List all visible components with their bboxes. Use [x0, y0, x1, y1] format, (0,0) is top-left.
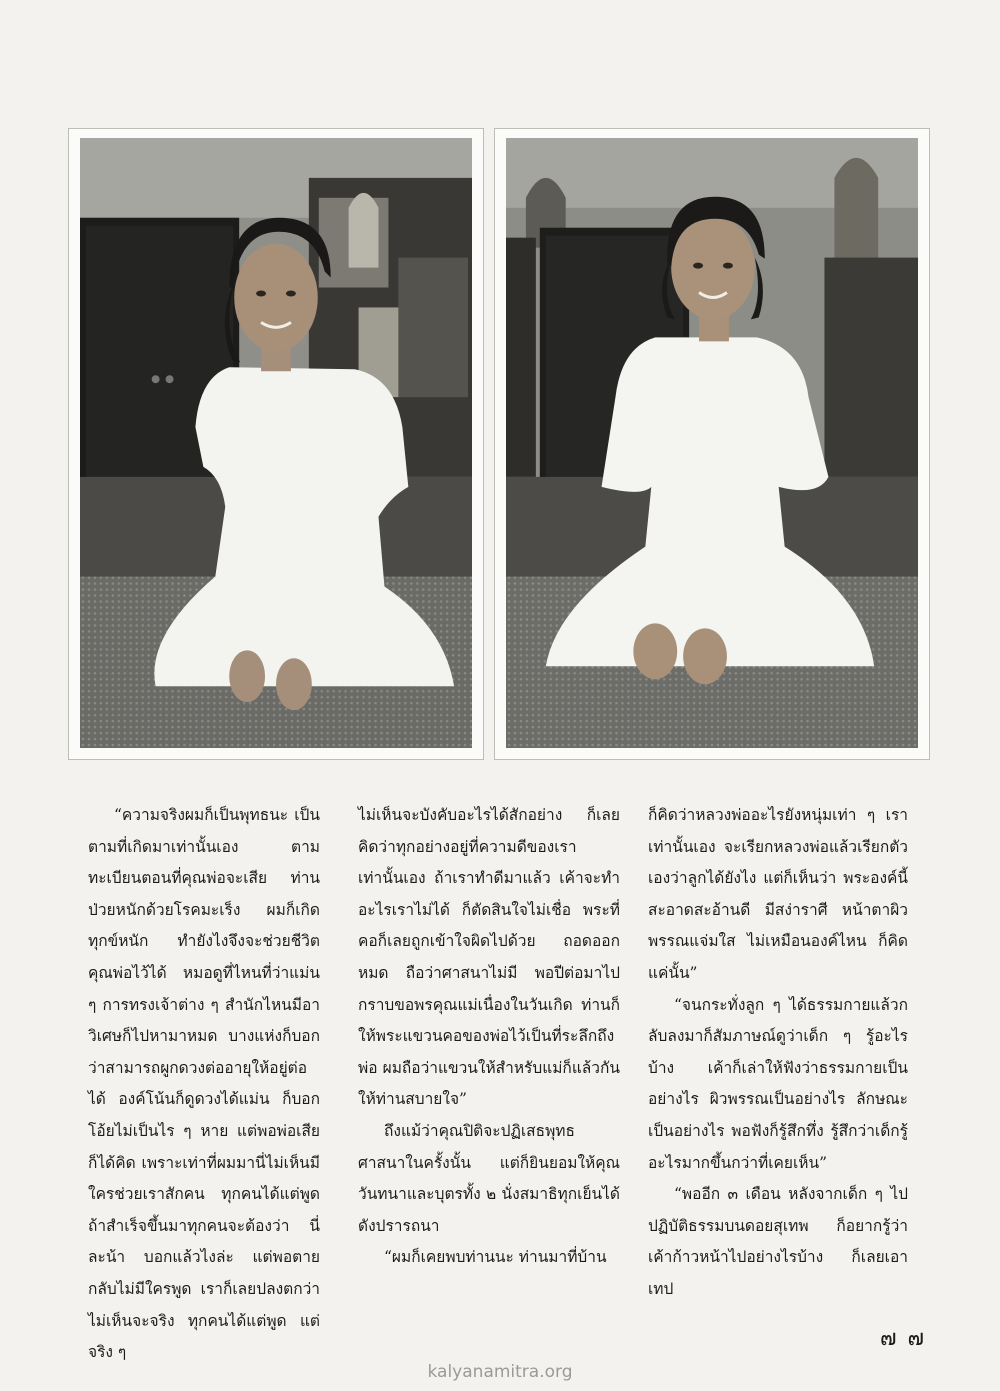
page-number: ๗ ๗	[880, 1326, 927, 1351]
paragraph: ก็คิดว่าหลวงพ่ออะไรยังหนุ่มเท่า ๆ เราเท่านั้นเอง จะเรียกหลวงพ่อแล้วเรียกตัวเองว่าลูกได้ยังไง แต่ก็เห็นว่า พระองค์นี้สะอาดสะอ้านดี มีสง่าราศี หน้าตาผิวพรรณแจ่มใส ไม่เหมือนองค์ไหน ก็คิดแค่นั้น”	[648, 806, 908, 982]
paragraph: “จนกระทั่งลูก ๆ ได้ธรรมกายแล้วกลับลงมาก็สัมภาษณ์ดูว่าเด็ก ๆ รู้อะไรบ้าง เค้าก็เล่าให้ฟังว่าธรรมกายเป็นอย่างไร ผิวพรรณเป็นอย่างไร ลักษณะเป็นอย่างไร พอฟังก็รู้สึกทึ่ง รู้สึกว่าเด็กรู้อะไรมากขึ้นกว่าที่เคยเห็น”	[648, 995, 908, 1172]
paragraph: ถึงแม้ว่าคุณปิติจะปฏิเสธพุทธศาสนาในครั้งนั้น แต่ก็ยินยอมให้คุณวันทนาและบุตรทั้ง ๒ นั่งสมาธิทุกเย็นได้ดังปรารถนา	[358, 1121, 620, 1235]
paragraph: ไม่เห็นจะบังคับอะไรได้สักอย่าง ก็เลยคิดว่าทุกอย่างอยู่ที่ความดีของเราเท่านั้นเอง ถ้าเราทำดีมาแล้ว เค้าจะทำอะไรเราไม่ได้ ก็ตัดสินใจไม่เชื่อ พระที่คอก็เลยถูกเข้าใจผิดไปด้วย ถอดออกหมด ถือว่าศาสนาไม่มี พอปีต่อมาไปกราบขอพรคุณแม่เนื่องในวันเกิด ท่านก็ให้พระแขวนคอของพ่อไว้เป็นที่ระลึกถึงพ่อ ผมถือว่าแขวนให้สำหรับแม่ก็แล้วกัน ให้ท่านสบายใจ”	[358, 806, 620, 1109]
text-column-2	[358, 800, 620, 1274]
left-photo	[68, 128, 484, 760]
text-column-1	[88, 800, 320, 1369]
paragraph: “ผมก็เคยพบท่านนะ ท่านมาที่บ้าน	[384, 1248, 607, 1267]
right-photo	[494, 128, 930, 760]
watermark: kalyanamitra.org	[427, 1362, 573, 1382]
paragraph: “พออีก ๓ เดือน หลังจากเด็ก ๆ ไปปฏิบัติธรรมบนดอยสุเทพ ก็อยากรู้ว่าเค้าก้าวหน้าไปอย่างไรบ้าง ก็เลยเอาเทป	[648, 1185, 908, 1298]
left-portrait-image	[80, 138, 472, 748]
right-portrait-image	[506, 138, 918, 748]
text-column-3	[648, 800, 908, 1306]
paragraph: “ความจริงผมก็เป็นพุทธนะ เป็นตามที่เกิดมาเท่านั้นเอง ตามทะเบียนตอนที่คุณพ่อจะเสีย ท่านป่วยหนักด้วยโรคมะเร็ง ผมก็เกิดทุกข์หนัก ทำยังไงจึงจะช่วยชีวิตคุณพ่อไว้ได้ หมอดูที่ไหนที่ว่าแม่น ๆ การทรงเจ้าต่าง ๆ สำนักไหนมีอาวิเศษก็ไปหามาหมด บางแห่งก็บอกว่าสามารถผูกดวงต่ออายุให้อยู่ต่อได้ องค์โน้นก็ดูดวงได้แม่น ก็บอกโอ้ยไม่เป็นไร ๆ หาย แต่พอพ่อเสียก็ได้คิด เพราะเท่าที่ผมมานี่ไม่เห็นมีใครช่วยเราสักคน ทุกคนได้แต่พูด ถ้าสำเร็จขึ้นมาทุกคนจะต้องว่า นี่ละน้า บอกแล้วไงล่ะ แต่พอตายกลับไม่มีใครพูด เราก็เลยปลงตกว่าไม่เห็นจะจริง ทุกคนได้แต่พูด แต่จริง ๆ	[88, 806, 320, 1362]
